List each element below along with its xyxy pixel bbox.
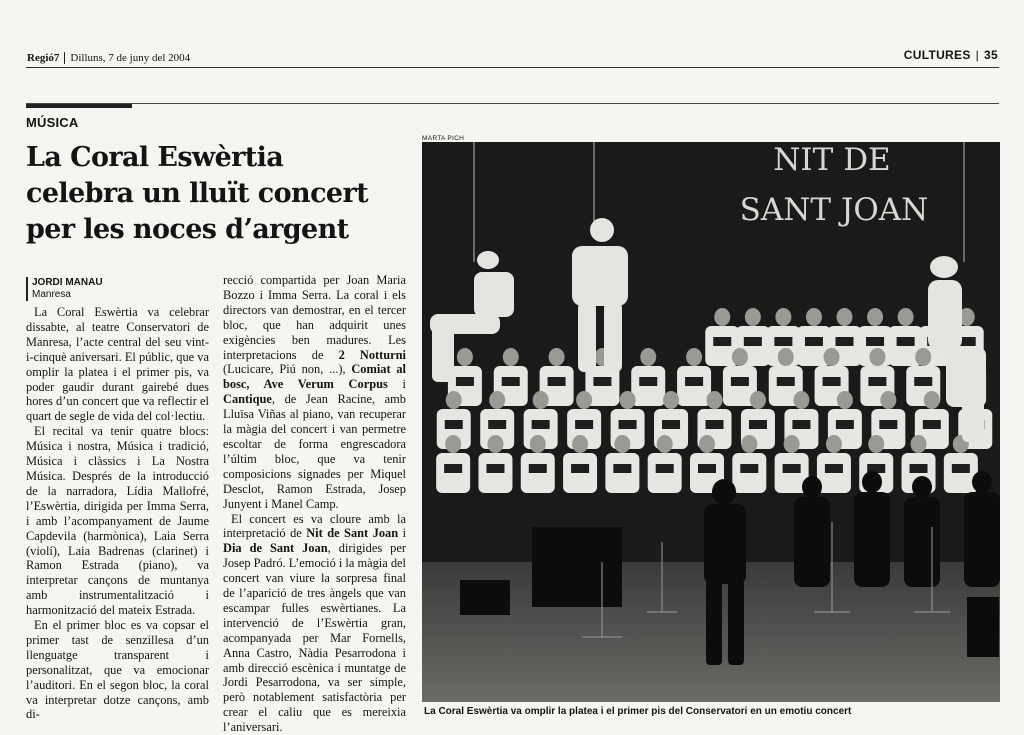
- music-folder: [685, 377, 703, 386]
- music-folder: [868, 377, 886, 386]
- singer-head: [806, 308, 822, 326]
- article-column-2: [223, 273, 406, 735]
- music-folder: [502, 377, 520, 386]
- text-run: (Lucicare, Piú non, ...),: [223, 362, 351, 376]
- paragraph-2: El recital va tenir quatre blocs: Música i nostra, Música i tradició, Música i clàssics i La Nostra Música. Després de la introducció de la narradora, Lídia Mallofré, l’Eswèrtia, dirigida per Imma Serra, i amb l’acompanyament de Jaume Capdevila (harmònica), Laia Serra (violí), Laia Badrenas (clarinet) i Ramon Estrada (piano), va interpretar cançons de muntanya amb instrumentalització i harmonització del mateix Estrada.: [26, 424, 209, 618]
- music-folder: [575, 420, 593, 429]
- music-folder: [897, 337, 915, 346]
- concert-photo-illustration: [422, 142, 1000, 702]
- music-folder: [825, 464, 843, 473]
- music-folder: [529, 464, 547, 473]
- music-folder: [613, 464, 631, 473]
- music-folder: [486, 464, 504, 473]
- singer-head: [778, 348, 794, 366]
- music-folder: [783, 464, 801, 473]
- work-title: 2 Notturni: [339, 348, 406, 362]
- music-folder: [532, 420, 550, 429]
- section-rule: [26, 103, 999, 104]
- singer-head: [576, 391, 592, 409]
- section-label: MÚSICA: [26, 115, 78, 130]
- singer-head: [620, 391, 636, 409]
- author-name: JORDI MANAU: [32, 277, 103, 289]
- singer-head: [745, 308, 761, 326]
- music-folder: [740, 464, 758, 473]
- music-folder: [662, 420, 680, 429]
- singer-head: [741, 435, 757, 453]
- text-run: El concert es va cloure amb la interpretació de: [223, 512, 406, 541]
- singer-head: [457, 348, 473, 366]
- singer-head: [530, 435, 546, 453]
- music-folder: [910, 464, 928, 473]
- singer-head: [924, 391, 940, 409]
- music-folder: [879, 420, 897, 429]
- music-folder: [548, 377, 566, 386]
- headline-line-2: celebra un lluït concert: [26, 176, 416, 212]
- photo-caption: La Coral Eswèrtia va omplir la platea i el primer pis del Conservatori en un emotiu concert: [424, 706, 851, 717]
- singer-head: [915, 348, 931, 366]
- singer-head: [880, 391, 896, 409]
- singer-head: [867, 308, 883, 326]
- concert-photo: [422, 142, 1000, 702]
- publication-name: Regió7: [27, 52, 59, 64]
- singer-head: [699, 435, 715, 453]
- music-folder: [749, 420, 767, 429]
- page-section: CULTURES: [904, 48, 971, 62]
- music-folder: [706, 420, 724, 429]
- masthead: [27, 52, 190, 64]
- headline-line-1: La Coral Eswèrtia: [26, 140, 416, 176]
- singer-head: [750, 391, 766, 409]
- music-folder: [792, 420, 810, 429]
- singer-head: [911, 435, 927, 453]
- work-title: Dia de Sant Joan: [223, 541, 328, 555]
- music-folder: [774, 337, 792, 346]
- singer-head: [663, 391, 679, 409]
- text-run: i: [388, 377, 406, 391]
- music-folder: [456, 377, 474, 386]
- music-folder: [836, 420, 854, 429]
- singer-head: [775, 308, 791, 326]
- singer-head: [837, 391, 853, 409]
- headline: [26, 140, 416, 248]
- singer-head: [686, 348, 702, 366]
- author-location: Manresa: [32, 289, 103, 301]
- music-folder: [952, 464, 970, 473]
- section-bar: [26, 104, 132, 108]
- singer-head: [533, 391, 549, 409]
- music-folder: [698, 464, 716, 473]
- music-folder: [619, 420, 637, 429]
- page-number: 35: [984, 48, 998, 62]
- music-folder: [914, 377, 932, 386]
- music-folder: [744, 337, 762, 346]
- work-title: Cantique: [223, 392, 272, 406]
- singer-head: [707, 391, 723, 409]
- music-folder: [866, 337, 884, 346]
- issue-date: Dilluns, 7 de juny del 2004: [70, 52, 190, 64]
- music-folder: [713, 337, 731, 346]
- music-folder: [593, 377, 611, 386]
- music-folder: [823, 377, 841, 386]
- singer-head: [614, 435, 630, 453]
- byline: [26, 277, 103, 301]
- paragraph-4: [223, 273, 406, 512]
- music-folder: [731, 377, 749, 386]
- piano-bench: [460, 580, 510, 615]
- music-folder: [488, 420, 506, 429]
- section-divider: |: [976, 48, 979, 62]
- music-folder: [571, 464, 589, 473]
- music-folder: [805, 337, 823, 346]
- music-folder: [836, 337, 854, 346]
- masthead-divider: [64, 52, 65, 64]
- work-title: Nit de Sant Joan: [306, 526, 398, 540]
- singer-head: [793, 391, 809, 409]
- music-folder: [444, 464, 462, 473]
- paragraph-5: [223, 512, 406, 735]
- singer-head: [572, 435, 588, 453]
- banner-line-1: NIT DE: [773, 142, 890, 178]
- article-column-1: [26, 305, 209, 722]
- headline-line-3: per les noces d’argent: [26, 212, 416, 248]
- singer-head: [837, 308, 853, 326]
- text-run: , de Jean Racine, amb Lluïsa Viñas al piano, van recuperar la màgia del concert i van permetre escoltar de forma engrescadora l’últim bloc, que va tenir composicions signades per Miquel Desclot, Ramon Estrada, Josep Junyent i Manel Camp.: [223, 392, 406, 510]
- music-folder: [777, 377, 795, 386]
- singer-head: [446, 391, 462, 409]
- singer-head: [784, 435, 800, 453]
- paragraph-3: En el primer bloc es va copsar el primer tast de senzillesa d’un llenguatge transparent i personalitzat, que va emocionar l’auditori. En el segon bloc, la coral va interpretar dotze cançons, amb di-: [26, 618, 209, 722]
- music-folder: [445, 420, 463, 429]
- singer-head: [445, 435, 461, 453]
- music-folder: [639, 377, 657, 386]
- singer-head: [503, 348, 519, 366]
- header-rule: [26, 67, 999, 68]
- text-run: recció compartida per Joan Maria Bozzo i Imma Serra. La coral i els directors van demostrar, en el tercer bloc, que han adquirit unes exigències ben madures. Les interpretacions de: [223, 273, 406, 362]
- singer-head: [868, 435, 884, 453]
- singer-head: [657, 435, 673, 453]
- music-folder: [923, 420, 941, 429]
- text-run: i: [398, 526, 406, 540]
- banner-line-2: SANT JOAN: [740, 192, 929, 228]
- singer-head: [732, 348, 748, 366]
- singer-head: [824, 348, 840, 366]
- singer-head: [869, 348, 885, 366]
- piano: [532, 527, 622, 607]
- singer-head: [898, 308, 914, 326]
- page-section-header: [904, 48, 998, 62]
- singer-head: [826, 435, 842, 453]
- singer-head: [714, 308, 730, 326]
- text-run: , dirigides per Josep Padró. L’emoció i la màgia del concert van viure la sorpresa final de l’aparició de tres àngels que van escampar fulles eswèrtianes. La intervenció de l’Eswèrtia gran, acompanyada per Mar Fornells, Anna Castro, Nàdia Pesarrodona i amb direcció escènica i muntatge de Jordi Pesarrodona, va ser simple, però notablement satisfactòria per crear el caliu que es mereixia l’aniversari.: [223, 541, 406, 734]
- singer-head: [640, 348, 656, 366]
- photo-credit: MARTA PICH: [422, 135, 464, 142]
- music-folder: [656, 464, 674, 473]
- paragraph-1: La Coral Eswèrtia va celebrar dissabte, al teatre Conservatori de Manresa, l’acte central del seu vint-i-cinquè aniversari. El públic, que va omplir la platea i el primer pis, va poder gaudir durant gairebé dues hores d’un concert que va reflectir el quart de segle de vida del col·lectiu.: [26, 305, 209, 424]
- singer-head: [489, 391, 505, 409]
- singer-head: [487, 435, 503, 453]
- work-title: Comiat al bosc, Ave Verum Corpus: [223, 362, 406, 391]
- chair: [967, 597, 999, 657]
- singer-head: [549, 348, 565, 366]
